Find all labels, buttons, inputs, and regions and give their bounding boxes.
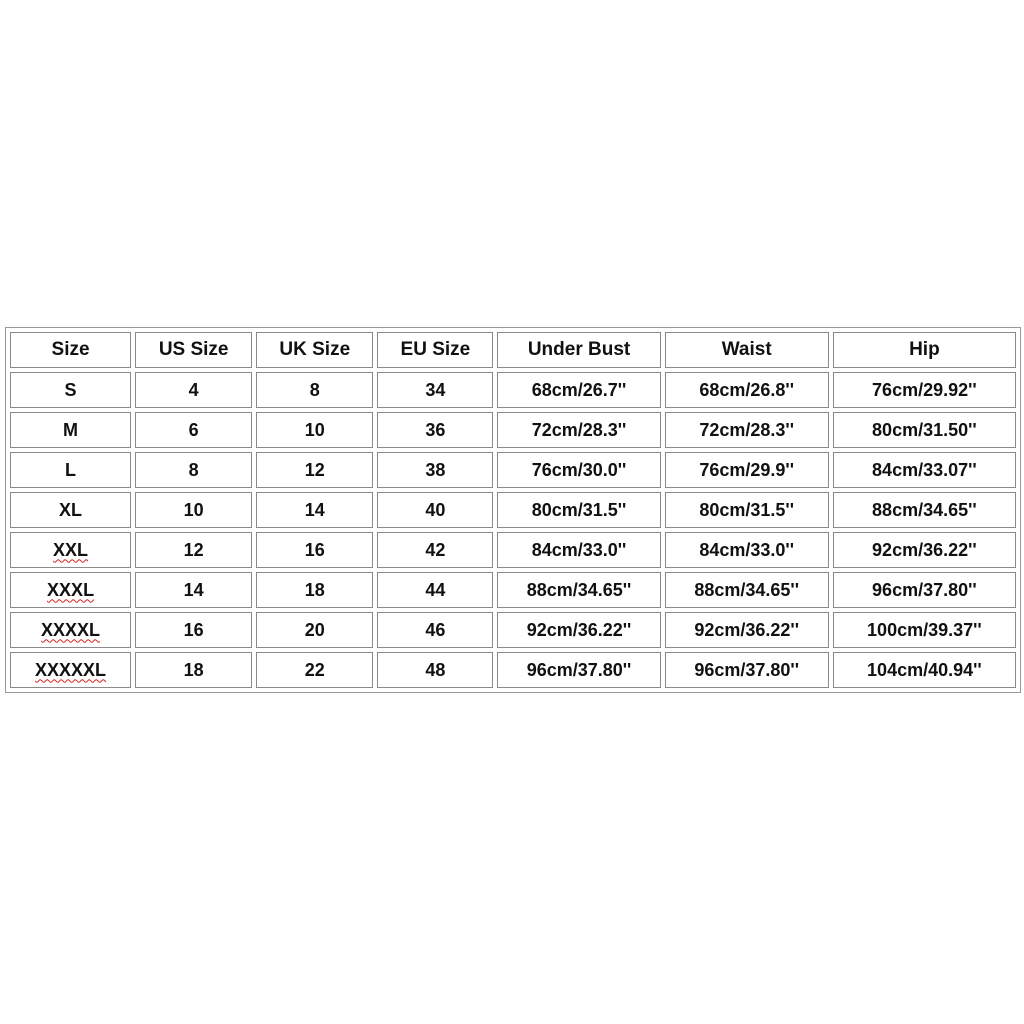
size-chart-table <box>5 327 1021 693</box>
size-label: L <box>65 459 77 480</box>
size-label: XXXXL <box>41 619 101 640</box>
cell-hip: 80cm/31.50'' <box>833 412 1016 448</box>
cell-uk-size: 12 <box>256 452 373 488</box>
cell-size <box>10 452 131 488</box>
cell-under-bust: 72cm/28.3'' <box>497 412 660 448</box>
cell-waist: 76cm/29.9'' <box>665 452 829 488</box>
size-label: XXXXXL <box>35 659 107 680</box>
cell-us-size: 4 <box>135 372 252 408</box>
table-row <box>10 532 1016 568</box>
cell-waist: 84cm/33.0'' <box>665 532 829 568</box>
cell-size <box>10 612 131 648</box>
cell-uk-size: 20 <box>256 612 373 648</box>
cell-uk-size: 8 <box>256 372 373 408</box>
cell-waist: 92cm/36.22'' <box>665 612 829 648</box>
cell-us-size: 6 <box>135 412 252 448</box>
cell-size <box>10 412 131 448</box>
cell-under-bust: 88cm/34.65'' <box>497 572 660 608</box>
cell-under-bust: 96cm/37.80'' <box>497 652 660 688</box>
header-waist: Waist <box>665 332 829 368</box>
table-row <box>10 492 1016 528</box>
cell-us-size: 12 <box>135 532 252 568</box>
header-size: Size <box>10 332 131 368</box>
header-us-size: US Size <box>135 332 252 368</box>
cell-hip: 100cm/39.37'' <box>833 612 1016 648</box>
size-label: XXXL <box>47 579 95 600</box>
cell-waist: 72cm/28.3'' <box>665 412 829 448</box>
size-label: S <box>64 379 77 400</box>
cell-uk-size: 10 <box>256 412 373 448</box>
cell-us-size: 8 <box>135 452 252 488</box>
cell-under-bust: 76cm/30.0'' <box>497 452 660 488</box>
cell-size <box>10 572 131 608</box>
header-uk-size: UK Size <box>256 332 373 368</box>
cell-uk-size: 16 <box>256 532 373 568</box>
size-label: M <box>63 419 79 440</box>
cell-uk-size: 14 <box>256 492 373 528</box>
cell-hip: 88cm/34.65'' <box>833 492 1016 528</box>
cell-under-bust: 80cm/31.5'' <box>497 492 660 528</box>
table-row <box>10 452 1016 488</box>
header-row <box>10 332 1016 368</box>
cell-eu-size: 46 <box>377 612 493 648</box>
cell-under-bust: 68cm/26.7'' <box>497 372 660 408</box>
cell-hip: 92cm/36.22'' <box>833 532 1016 568</box>
cell-waist: 96cm/37.80'' <box>665 652 829 688</box>
cell-hip: 76cm/29.92'' <box>833 372 1016 408</box>
cell-eu-size: 34 <box>377 372 493 408</box>
cell-hip: 104cm/40.94'' <box>833 652 1016 688</box>
size-label: XL <box>59 499 83 520</box>
cell-eu-size: 38 <box>377 452 493 488</box>
table-row <box>10 612 1016 648</box>
cell-waist: 68cm/26.8'' <box>665 372 829 408</box>
cell-eu-size: 36 <box>377 412 493 448</box>
cell-us-size: 14 <box>135 572 252 608</box>
cell-uk-size: 22 <box>256 652 373 688</box>
table-row <box>10 412 1016 448</box>
cell-eu-size: 40 <box>377 492 493 528</box>
cell-size <box>10 492 131 528</box>
table-row <box>10 572 1016 608</box>
cell-under-bust: 92cm/36.22'' <box>497 612 660 648</box>
cell-eu-size: 48 <box>377 652 493 688</box>
cell-eu-size: 42 <box>377 532 493 568</box>
cell-size <box>10 372 131 408</box>
size-label: XXL <box>53 539 89 560</box>
header-eu-size: EU Size <box>377 332 493 368</box>
header-under-bust: Under Bust <box>497 332 660 368</box>
cell-hip: 84cm/33.07'' <box>833 452 1016 488</box>
cell-under-bust: 84cm/33.0'' <box>497 532 660 568</box>
header-hip: Hip <box>833 332 1016 368</box>
cell-us-size: 16 <box>135 612 252 648</box>
table-row <box>10 372 1016 408</box>
cell-size <box>10 532 131 568</box>
table-row <box>10 652 1016 688</box>
cell-us-size: 18 <box>135 652 252 688</box>
cell-uk-size: 18 <box>256 572 373 608</box>
cell-eu-size: 44 <box>377 572 493 608</box>
cell-waist: 80cm/31.5'' <box>665 492 829 528</box>
cell-size <box>10 652 131 688</box>
cell-hip: 96cm/37.80'' <box>833 572 1016 608</box>
cell-us-size: 10 <box>135 492 252 528</box>
cell-waist: 88cm/34.65'' <box>665 572 829 608</box>
